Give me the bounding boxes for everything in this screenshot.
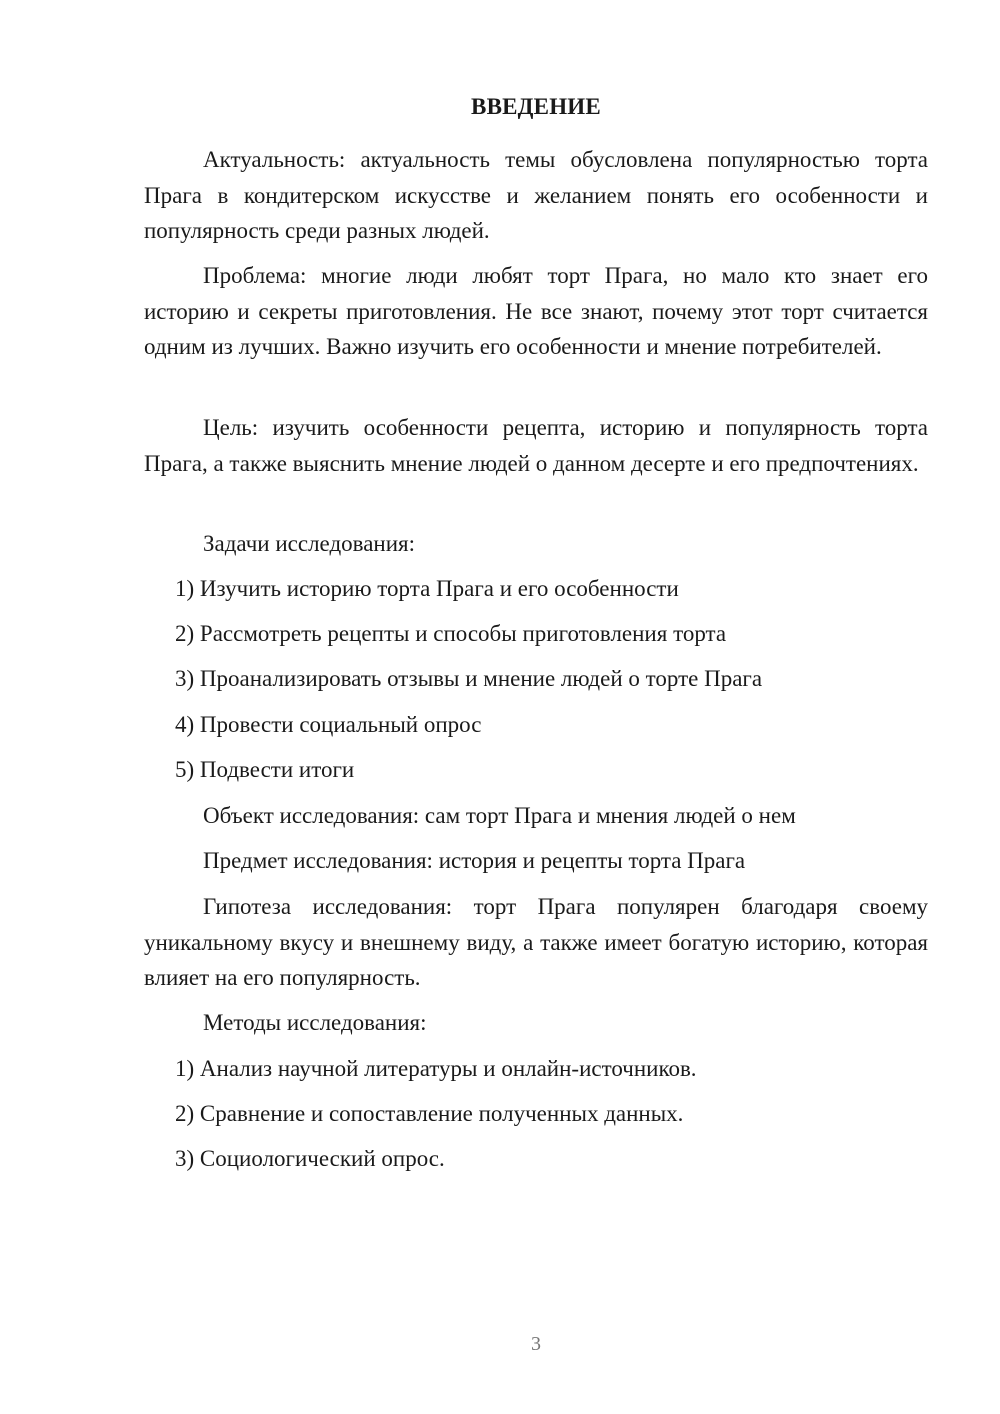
- task-item-3: 3) Проанализировать отзывы и мнение людей о торте Прага: [175, 666, 763, 691]
- task-item-5: 5) Подвести итоги: [175, 757, 355, 782]
- goal-paragraph: Цель: изучить особенности рецепта, историю и популярность торта Прага, а также выяснить мнение людей о данном десерте и его предпочтениях.: [144, 415, 928, 476]
- hypothesis-paragraph: Гипотеза исследования: торт Прага популярен благодаря своему уникальному вкусу и внешнему виду, а также имеет богатую историю, которая влияет на его популярность.: [144, 894, 928, 990]
- methods-title: Методы исследования:: [203, 1010, 427, 1035]
- subject-paragraph: Предмет исследования: история и рецепты торта Прага: [203, 848, 746, 873]
- method-item-2: 2) Сравнение и сопоставление полученных данных.: [175, 1101, 684, 1126]
- tasks-title: Задачи исследования:: [203, 531, 416, 556]
- task-item-4: 4) Провести социальный опрос: [175, 712, 482, 737]
- problem-paragraph: Проблема: многие люди любят торт Прага, но мало кто знает его историю и секреты приготовления. Не все знают, почему этот торт считается одним из лучших. Важно изучить его особенности и мнение потребителей.: [144, 263, 928, 359]
- relevance-paragraph: Актуальность: актуальность темы обусловлена популярностью торта Прага в кондитерском искусстве и желанием понять его особенности и популярность среди разных людей.: [144, 147, 928, 243]
- method-item-1: 1) Анализ научной литературы и онлайн-источников.: [175, 1056, 697, 1081]
- object-paragraph: Объект исследования: сам торт Прага и мнения людей о нем: [203, 803, 796, 828]
- page-number: 3: [531, 1333, 541, 1355]
- task-item-1: 1) Изучить историю торта Прага и его особенности: [175, 576, 679, 601]
- method-item-3: 3) Социологический опрос.: [175, 1146, 445, 1171]
- page-heading: ВВЕДЕНИЕ: [471, 94, 601, 119]
- task-item-2: 2) Рассмотреть рецепты и способы приготовления торта: [175, 621, 727, 646]
